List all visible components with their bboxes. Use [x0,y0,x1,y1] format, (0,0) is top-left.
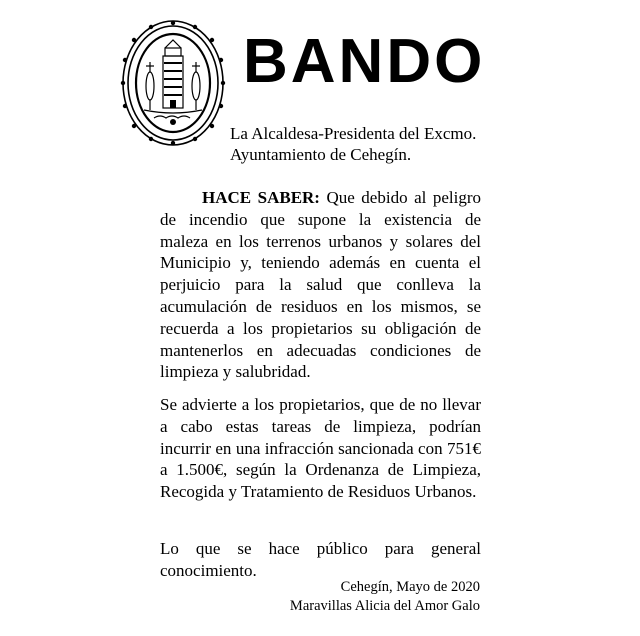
paragraph-1-text: Que debido al peligro de incendio que supone la existencia de maleza en los terrenos urbanos y solares del Municipio y, teniendo además en cuenta el perjuicio para la salud que conlleva la acumulación de residuos en los mismos, se recuerda a los propietarios su obligación de mantenerlos en adecuadas condiciones de limpieza y salubridad. [160,188,481,382]
hace-saber-lead: HACE SABER: [202,188,320,207]
signature-block [290,578,480,616]
municipal-seal [120,18,226,148]
issuer-line-2: Ayuntamiento de Cehegín. [230,145,412,164]
signatory-name: Maravillas Alicia del Amor Galo [289,598,480,614]
paragraph-hace-saber [160,187,481,383]
paragraph-conclusion: Lo que se hace público para general conocimiento. [160,539,481,580]
place-date: Cehegín, Mayo de 2020 [340,579,480,595]
issuer-line-1: La Alcaldesa-Presidenta del Excmo. [230,124,477,143]
issuer-block [230,123,476,165]
paragraph-advertencia: Se advierte a los propietarios, que de no llevar a cabo estas tareas de limpieza, podrían incurrir en una infracción sancionada con 751€ a 1.500€, según la Ordenanza de Limpieza, Recogida y Tratamiento de Residuos Urbanos. [160,395,481,502]
document-title: BANDO [243,27,486,96]
